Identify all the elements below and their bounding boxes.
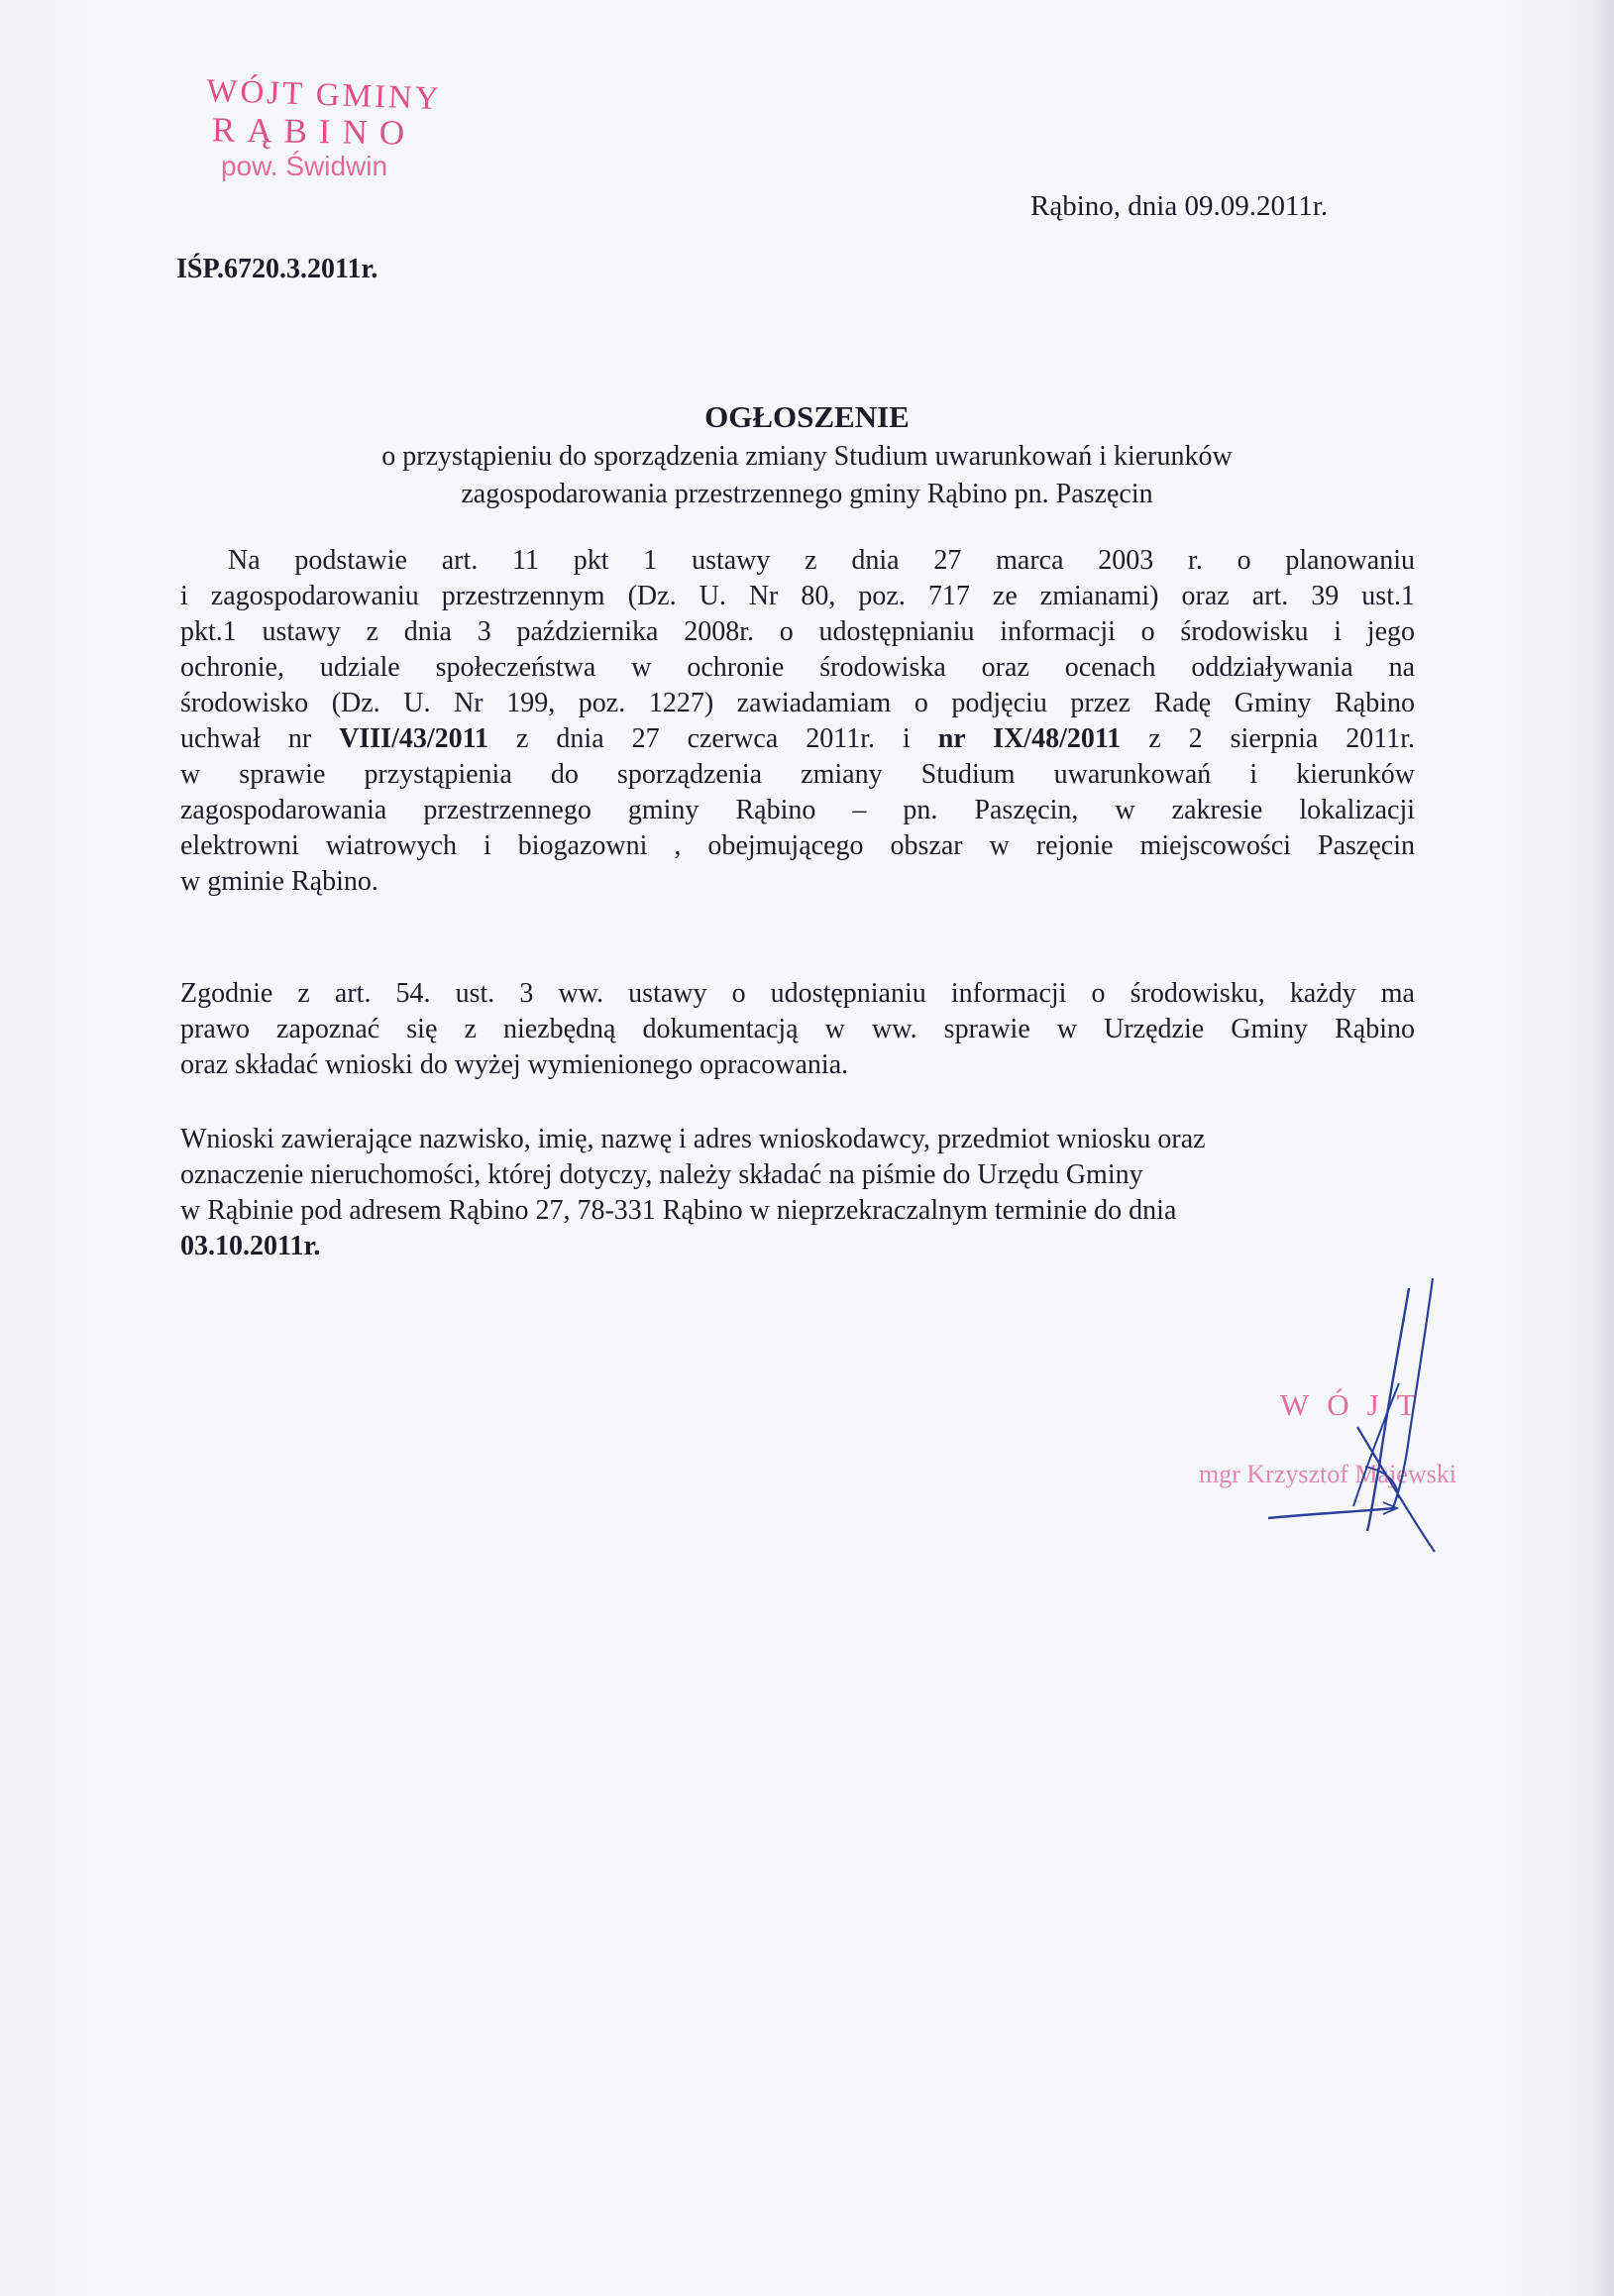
- text-line: w gminie Rąbino.: [180, 866, 378, 897]
- subtitle-line: zagospodarowania przestrzennego gminy Rąbino pn. Paszęcin: [461, 479, 1153, 509]
- handwritten-signature: [1189, 1278, 1565, 1595]
- paragraph-submission: [180, 1122, 1415, 1264]
- stamp-line-1: WÓJT GMINY: [205, 72, 443, 118]
- text-line: Zgodnie z art. 54. ust. 3 ww. ustawy o udostępnianiu informacji o środowisku, każdy ma: [180, 978, 1415, 1009]
- document-date: Rąbino, dnia 09.09.2011r.: [1030, 190, 1329, 222]
- text-line: w sprawie przystąpienia do sporządzenia zmiany Studium uwarunkowań i kierunków: [180, 759, 1415, 790]
- text-line: i zagospodarowaniu przestrzennym (Dz. U. Nr 80, poz. 717 ze zmianami) oraz art. 39 ust.1: [180, 581, 1415, 611]
- text-line: ochronie, udziale społeczeństwa w ochronie środowiska oraz ocenach oddziaływania na: [180, 652, 1415, 683]
- office-stamp: [161, 72, 487, 182]
- signature-stamp-title: WÓJT: [1280, 1387, 1434, 1422]
- text-line: zagospodarowania przestrzennego gminy Rąbino – pn. Paszęcin, w zakresie lokalizacji: [180, 795, 1415, 825]
- text-line: w Rąbinie pod adresem Rąbino 27, 78-331 Rąbino w nieprzekraczalnym terminie do dnia: [180, 1195, 1177, 1226]
- paragraph-access-rights: [180, 976, 1415, 1083]
- paragraph-legal-basis: [180, 543, 1415, 900]
- text-line: prawo zapoznać się z niezbędną dokumentacją w ww. sprawie w Urzędzie Gminy Rąbino: [180, 1014, 1415, 1044]
- text-segment: z dnia 27 czerwca 2011r. i: [488, 723, 938, 754]
- signature-stamp-name: mgr Krzysztof Majewski: [1199, 1460, 1456, 1488]
- resolution-number-1: VIII/43/2011: [339, 723, 489, 754]
- subtitle-line: o przystąpieniu do sporządzenia zmiany Studium uwarunkowań i kierunków: [381, 441, 1233, 472]
- stamp-line-3: pow. Świdwin: [220, 150, 388, 181]
- scan-edge-shadow: [1592, 0, 1614, 2296]
- text-line: pkt.1 ustawy z dnia 3 października 2008r. o udostępnianiu informacji o środowisku i jego: [180, 616, 1415, 647]
- text-segment: uchwał nr: [180, 723, 340, 754]
- text-segment: z 2 sierpnia 2011r.: [1121, 723, 1415, 754]
- text-line: oraz składać wnioski do wyżej wymienionego opracowania.: [180, 1049, 849, 1080]
- text-line-resolutions: [180, 721, 1415, 757]
- signature-block: [1189, 1278, 1565, 1595]
- text-line: środowisko (Dz. U. Nr 199, poz. 1227) zawiadamiam o podjęciu przez Radę Gminy Rąbino: [180, 688, 1415, 718]
- stamp-line-2: RĄBINO: [211, 110, 417, 154]
- document-subtitle: [0, 438, 1614, 513]
- deadline-date: [180, 1229, 1415, 1264]
- resolution-number-2: nr IX/48/2011: [937, 723, 1122, 754]
- reference-number: IŚP.6720.3.2011r.: [176, 254, 378, 284]
- deadline-date-value: 03.10.2011r.: [180, 1231, 321, 1261]
- text-line: Wnioski zawierające nazwisko, imię, nazwę i adres wnioskodawcy, przedmiot wniosku oraz: [180, 1124, 1206, 1154]
- text-line: Na podstawie art. 11 pkt 1 ustawy z dnia 27 marca 2003 r. o planowaniu: [228, 545, 1415, 576]
- text-line: oznaczenie nieruchomości, której dotyczy, należy składać na piśmie do Urzędu Gminy: [180, 1159, 1143, 1190]
- text-line: elektrowni wiatrowych i biogazowni , obejmującego obszar w rejonie miejscowości Paszęcin: [180, 830, 1415, 861]
- document-title: OGŁOSZENIE: [704, 399, 910, 434]
